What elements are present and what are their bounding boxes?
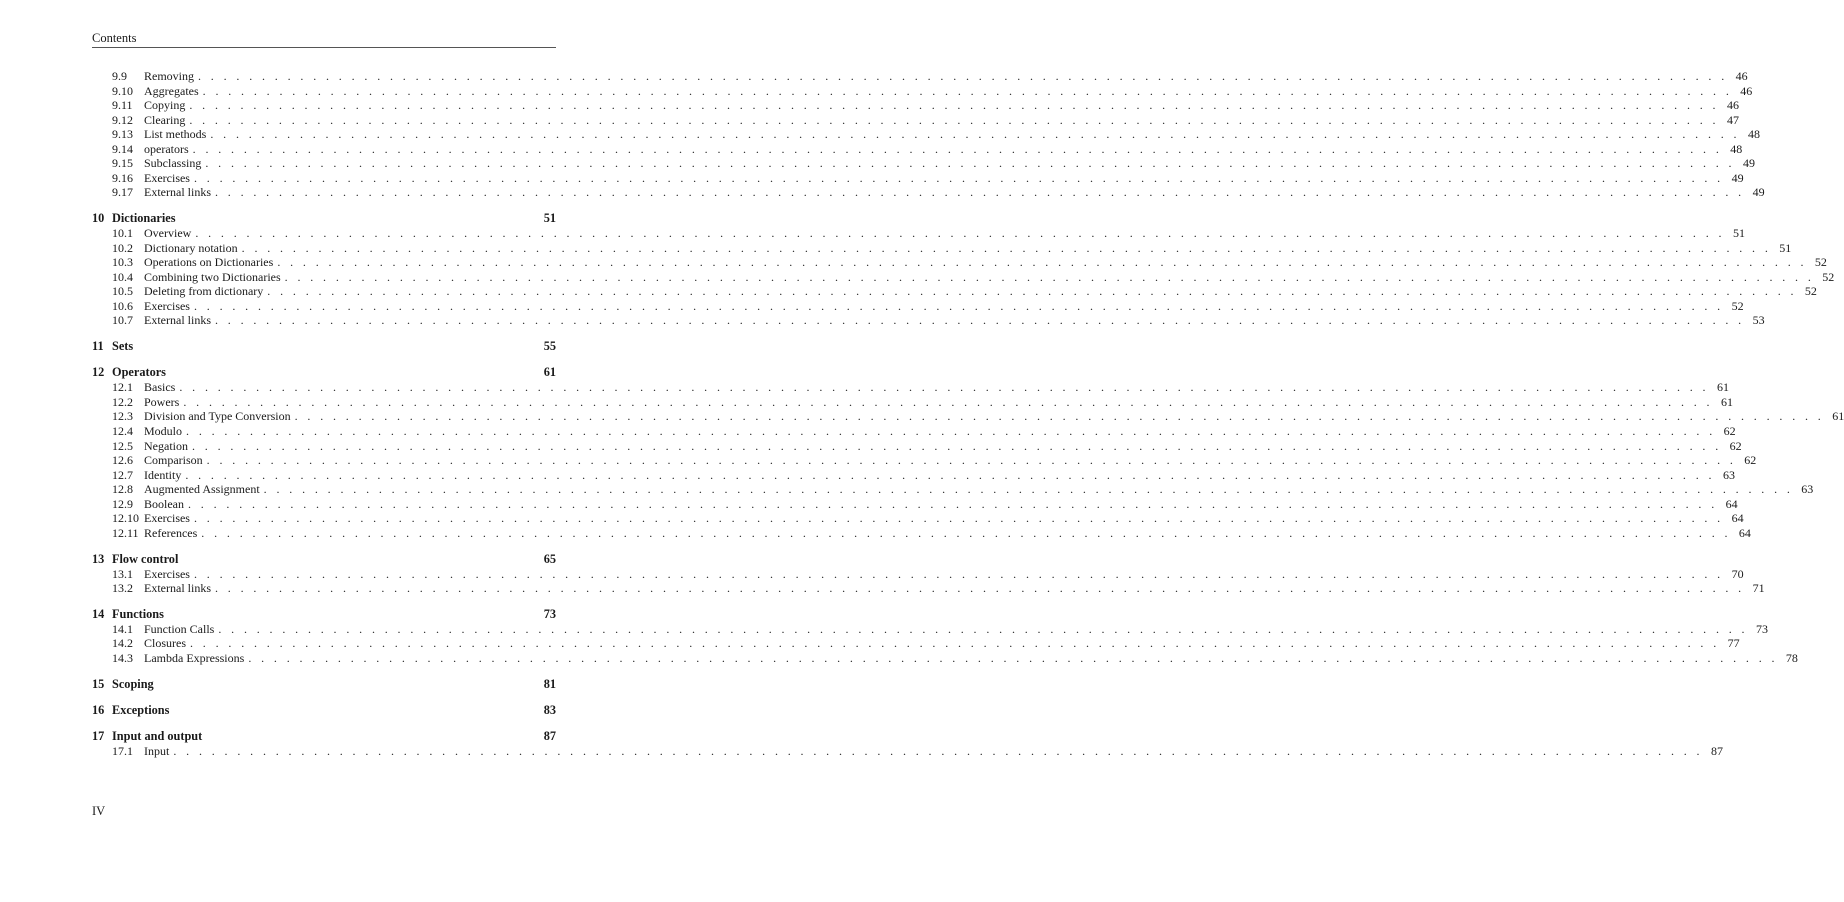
toc-entry[interactable] — [92, 394, 1733, 410]
toc-entry-title[interactable]: Closures — [144, 636, 186, 651]
dot-leader: . . . . . . . . . . . . . . . . . . . . . . . . . . . . . . . . . . . . . . . . . . . . . . . . . . . . . . . . . . . . . . . . . . . . . . . . . . . . . . . . . . . . . . . . . . . . . . . . . . . . . . . . . . . . . . . . . . . . . . . . — [214, 581, 1745, 596]
toc-entry[interactable] — [92, 581, 1765, 596]
toc-entry[interactable] — [92, 621, 1768, 637]
dot-leader: . . . . . . . . . . . . . . . . . . . . . . . . . . . . . . . . . . . . . . . . . . . . . . . . . . . . . . . . . . . . . . . . . . . . . . . . . . . . . . . . . . . . . . . . . . . . . . . . . . . . . . . . . . . . . . . . . . . . . . . . — [294, 409, 1825, 424]
toc-entry-title[interactable]: Negation — [144, 438, 188, 453]
toc-chapter[interactable] — [92, 729, 556, 744]
toc-entry-title[interactable]: Basics — [144, 380, 176, 395]
dot-leader: . . . . . . . . . . . . . . . . . . . . . . . . . . . . . . . . . . . . . . . . . . . . . . . . . . . . . . . . . . . . . . . . . . . . . . . . . . . . . . . . . . . . . . . . . . . . . . . . . . . . . . . . . . . . . . . . . . . . . . . . — [183, 394, 1713, 409]
toc-entry[interactable] — [92, 156, 1755, 171]
toc-entry-title[interactable]: Exercises — [144, 298, 190, 313]
toc-entry-number: 10.2 — [112, 240, 133, 255]
toc-entry-page: 62 — [1723, 423, 1736, 438]
toc-entry-title[interactable]: Combining two Dictionaries — [144, 269, 281, 284]
toc-entry-page: 61 — [1832, 409, 1844, 424]
dot-leader: . . . . . . . . . . . . . . . . . . . . . . . . . . . . . . . . . . . . . . . . . . . . . . . . . . . . . . . . . . . . . . . . . . . . . . . . . . . . . . . . . . . . . . . . . . . . . . . . . . . . . . . . . . . . . . . . . . . . . . . . — [186, 423, 1716, 438]
toc-entry[interactable] — [92, 98, 1739, 113]
dot-leader: . . . . . . . . . . . . . . . . . . . . . . . . . . . . . . . . . . . . . . . . . . . . . . . . . . . . . . . . . . . . . . . . . . . . . . . . . . . . . . . . . . . . . . . . . . . . . . . . . . . . . . . . . . . . . . . . . . . . . . . . — [179, 380, 1709, 395]
toc-chapter[interactable] — [92, 211, 556, 226]
toc-entry-number: 12.8 — [112, 482, 133, 497]
dot-leader: . . . . . . . . . . . . . . . . . . . . . . . . . . . . . . . . . . . . . . . . . . . . . . . . . . . . . . . . . . . . . . . . . . . . . . . . . . . . . . . . . . . . . . . . . . . . . . . . . . . . . . . . . . . . . . . . . . . . . . . . — [188, 496, 1718, 511]
dot-leader: . . . . . . . . . . . . . . . . . . . . . . . . . . . . . . . . . . . . . . . . . . . . . . . . . . . . . . . . . . . . . . . . . . . . . . . . . . . . . . . . . . . . . . . . . . . . . . . . . . . . . . . . . . . . . . . . . . . . . . . . — [198, 69, 1728, 83]
toc-entry-number: 14.3 — [112, 650, 133, 665]
dot-leader: . . . . . . . . . . . . . . . . . . . . . . . . . . . . . . . . . . . . . . . . . . . . . . . . . . . . . . . . . . . . . . . . . . . . . . . . . . . . . . . . . . . . . . . . . . . . . . . . . . . . . . . . . . . . . . . . . . . . . . . . — [210, 127, 1740, 142]
toc-entry-title[interactable]: Overview — [144, 226, 192, 241]
toc-entry-title[interactable]: External links — [144, 581, 211, 596]
dot-leader: . . . . . . . . . . . . . . . . . . . . . . . . . . . . . . . . . . . . . . . . . . . . . . . . . . . . . . . . . . . . . . . . . . . . . . . . . . . . . . . . . . . . . . . . . . . . . . . . . . . . . . . . . . . . . . . . . . . . . . . . — [241, 240, 1772, 255]
dot-leader: . . . . . . . . . . . . . . . . . . . . . . . . . . . . . . . . . . . . . . . . . . . . . . . . . . . . . . . . . . . . . . . . . . . . . . . . . . . . . . . . . . . . . . . . . . . . . . . . . . . . . . . . . . . . . . . . . . . . . . . . — [190, 636, 1720, 651]
toc-entry-page: 49 — [1731, 170, 1744, 185]
toc-entry-number: 13.2 — [112, 581, 133, 596]
toc-chapter-page: 55 — [543, 339, 556, 354]
toc-entry-title[interactable]: Exercises — [144, 566, 190, 581]
toc-entry[interactable] — [92, 269, 1835, 285]
toc-entry-number: 12.3 — [112, 409, 133, 424]
dot-leader: . . . . . . . . . . . . . . . . . . . . . . . . . . . . . . . . . . . . . . . . . . . . . . . . . . . . . . . . . . . . . . . . . . . . . . . . . . . . . . . . . . . . . . . . . . . . . . . . . . . . . . . . . . . . . . . . . . . . . . . . — [185, 467, 1715, 482]
toc-entry-title[interactable]: External links — [144, 313, 211, 328]
dot-leader: . . . . . . . . . . . . . . . . . . . . . . . . . . . . . . . . . . . . . . . . . . . . . . . . . . . . . . . . . . . . . . . . . . . . . . . . . . . . . . . . . . . . . . . . . . . . . . . . . . . . . . . . . . . . . . . . . . . . . . . . — [192, 438, 1722, 453]
dot-leader: . . . . . . . . . . . . . . . . . . . . . . . . . . . . . . . . . . . . . . . . . . . . . . . . . . . . . . . . . . . . . . . . . . . . . . . . . . . . . . . . . . . . . . . . . . . . . . . . . . . . . . . . . . . . . . . . . . . . . . . . — [206, 453, 1737, 468]
toc-entry[interactable] — [92, 255, 1827, 270]
toc-entry-title[interactable]: Comparison — [144, 453, 203, 468]
toc-entry-title[interactable]: Exercises — [144, 170, 190, 185]
toc-entry[interactable] — [92, 380, 1729, 395]
toc-chapter-number: 14 — [92, 606, 105, 621]
toc-chapter-page: 81 — [543, 676, 556, 691]
toc-chapter-page: 65 — [543, 551, 556, 566]
dot-leader: . . . . . . . . . . . . . . . . . . . . . . . . . . . . . . . . . . . . . . . . . . . . . . . . . . . . . . . . . . . . . . . . . . . . . . . . . . . . . . . . . . . . . . . . . . . . . . . . . . . . . . . . . . . . . . . . . . . . . . . . — [267, 284, 1797, 299]
toc-entry-page: 78 — [1785, 650, 1798, 665]
toc-entry[interactable] — [92, 566, 1744, 582]
toc-entry[interactable] — [92, 170, 1744, 186]
toc-entry-page: 61 — [1720, 394, 1733, 409]
dot-leader: . . . . . . . . . . . . . . . . . . . . . . . . . . . . . . . . . . . . . . . . . . . . . . . . . . . . . . . . . . . . . . . . . . . . . . . . . . . . . . . . . . . . . . . . . . . . . . . . . . . . . . . . . . . . . . . . . . . . . . . . — [284, 269, 1815, 284]
toc-chapter-number: 15 — [92, 676, 105, 691]
toc-entry-page: 46 — [1735, 69, 1748, 83]
dot-leader: . . . . . . . . . . . . . . . . . . . . . . . . . . . . . . . . . . . . . . . . . . . . . . . . . . . . . . . . . . . . . . . . . . . . . . . . . . . . . . . . . . . . . . . . . . . . . . . . . . . . . . . . . . . . . . . . . . . . . . . . — [214, 313, 1745, 328]
toc-entry-number: 12.10 — [112, 511, 139, 526]
toc-entry-page: 52 — [1822, 269, 1835, 284]
toc-chapter-page: 87 — [543, 729, 556, 743]
toc-entry-page: 64 — [1725, 496, 1738, 511]
toc-entry-number: 9.13 — [112, 127, 133, 142]
toc-entry[interactable] — [92, 313, 1765, 328]
toc-entry-number: 9.9 — [112, 69, 127, 83]
dot-leader: . . . . . . . . . . . . . . . . . . . . . . . . . . . . . . . . . . . . . . . . . . . . . . . . . . . . . . . . . . . . . . . . . . . . . . . . . . . . . . . . . . . . . . . . . . . . . . . . . . . . . . . . . . . . . . . . . . . . . . . . — [277, 255, 1807, 270]
toc-entry-title[interactable]: Division and Type Conversion — [144, 409, 291, 424]
running-head: Contents — [92, 31, 137, 45]
toc-entry-number: 12.11 — [112, 525, 139, 540]
toc-entry[interactable] — [92, 496, 1738, 512]
toc-entry-number: 10.7 — [112, 313, 133, 328]
toc-chapter-page: 83 — [543, 702, 556, 717]
page-number: IV — [92, 804, 106, 818]
toc-entry[interactable] — [92, 284, 1817, 299]
toc-chapter[interactable] — [92, 339, 556, 354]
toc-entry-page: 52 — [1804, 284, 1817, 299]
toc-entry[interactable] — [92, 298, 1744, 314]
toc-entry-title[interactable]: Powers — [144, 394, 180, 409]
toc-chapter-number: 10 — [92, 211, 105, 226]
dot-leader: . . . . . . . . . . . . . . . . . . . . . . . . . . . . . . . . . . . . . . . . . . . . . . . . . . . . . . . . . . . . . . . . . . . . . . . . . . . . . . . . . . . . . . . . . . . . . . . . . . . . . . . . . . . . . . . . . . . . . . . . — [193, 511, 1724, 526]
toc-chapter-title[interactable]: Flow control — [112, 551, 179, 566]
toc-entry[interactable] — [92, 453, 1757, 468]
toc-chapter-title[interactable]: Dictionaries — [112, 211, 176, 226]
toc-entry[interactable] — [92, 226, 1745, 241]
toc-chapter-title[interactable]: Sets — [112, 339, 134, 354]
toc-entry-page: 62 — [1744, 453, 1757, 468]
toc-entry-number: 12.1 — [112, 380, 133, 395]
toc-entry-page: 70 — [1731, 566, 1744, 581]
toc-entry-page: 77 — [1727, 636, 1740, 651]
toc-chapter-page: 51 — [543, 211, 556, 226]
dot-leader: . . . . . . . . . . . . . . . . . . . . . . . . . . . . . . . . . . . . . . . . . . . . . . . . . . . . . . . . . . . . . . . . . . . . . . . . . . . . . . . . . . . . . . . . . . . . . . . . . . . . . . . . . . . . . . . . . . . . . . . . — [173, 744, 1703, 758]
toc-entry-number: 9.15 — [112, 156, 133, 171]
header-rule — [92, 47, 556, 48]
toc-entry-title[interactable]: Input — [144, 744, 170, 758]
toc-entry-number: 12.4 — [112, 423, 133, 438]
toc-entry-page: 52 — [1731, 298, 1744, 313]
toc-entry-number: 17.1 — [112, 744, 133, 758]
toc-entry-title[interactable]: Identity — [144, 467, 182, 482]
toc-entry-page: 52 — [1814, 255, 1827, 270]
toc-entry-number: 10.5 — [112, 284, 133, 299]
toc-entry[interactable] — [92, 650, 1798, 666]
toc-entry[interactable] — [92, 525, 1751, 541]
toc-entry-number: 9.11 — [112, 98, 133, 113]
toc-entry-number: 10.6 — [112, 298, 133, 313]
toc-entry-number: 10.1 — [112, 226, 133, 241]
toc-entry-number: 12.5 — [112, 438, 133, 453]
toc-chapter[interactable] — [92, 365, 556, 380]
toc-chapter-number: 16 — [92, 702, 105, 717]
toc-entry[interactable] — [92, 83, 1753, 99]
toc-entry[interactable] — [92, 112, 1739, 128]
toc-entry-page: 64 — [1731, 511, 1744, 526]
toc-entry-title[interactable]: External links — [144, 185, 211, 200]
toc-entry-number: 10.3 — [112, 255, 133, 270]
toc-entry-title[interactable]: Clearing — [144, 112, 186, 127]
toc-entry[interactable] — [92, 438, 1742, 454]
toc-entry-page: 48 — [1747, 127, 1760, 142]
toc-entry-page: 87 — [1710, 744, 1723, 758]
toc-entry[interactable] — [92, 511, 1744, 526]
table-of-contents — [92, 69, 1844, 759]
toc-chapter-title[interactable]: Input and output — [112, 729, 203, 743]
toc-entry-number: 9.14 — [112, 141, 133, 156]
toc-entry-page: 47 — [1726, 112, 1739, 127]
toc-chapter[interactable] — [92, 677, 556, 692]
dot-leader: . . . . . . . . . . . . . . . . . . . . . . . . . . . . . . . . . . . . . . . . . . . . . . . . . . . . . . . . . . . . . . . . . . . . . . . . . . . . . . . . . . . . . . . . . . . . . . . . . . . . . . . . . . . . . . . . . . . . . . . . — [218, 621, 1748, 636]
toc-entry-title[interactable]: Boolean — [144, 496, 184, 511]
toc-chapter-page: 73 — [543, 606, 556, 621]
toc-entry-title[interactable]: Removing — [144, 69, 194, 83]
toc-entry-title[interactable]: Exercises — [144, 511, 190, 526]
toc-chapter-title[interactable]: Operators — [112, 365, 166, 380]
dot-leader: . . . . . . . . . . . . . . . . . . . . . . . . . . . . . . . . . . . . . . . . . . . . . . . . . . . . . . . . . . . . . . . . . . . . . . . . . . . . . . . . . . . . . . . . . . . . . . . . . . . . . . . . . . . . . . . . . . . . . . . . — [201, 525, 1731, 540]
dot-leader: . . . . . . . . . . . . . . . . . . . . . . . . . . . . . . . . . . . . . . . . . . . . . . . . . . . . . . . . . . . . . . . . . . . . . . . . . . . . . . . . . . . . . . . . . . . . . . . . . . . . . . . . . . . . . . . . . . . . . . . . — [189, 98, 1719, 113]
toc-entry-page: 62 — [1729, 438, 1742, 453]
toc-entry[interactable] — [92, 423, 1736, 439]
toc-entry-number: 12.6 — [112, 453, 133, 468]
toc-entry-title[interactable]: Subclassing — [144, 156, 202, 171]
toc-entry-page: 63 — [1801, 482, 1814, 497]
toc-entry-page: 53 — [1752, 313, 1765, 328]
toc-chapter-page: 61 — [543, 365, 556, 380]
toc-entry-number: 14.2 — [112, 636, 133, 651]
toc-entry[interactable] — [92, 482, 1814, 497]
toc-entry[interactable] — [92, 636, 1740, 651]
toc-entry-title[interactable]: References — [144, 525, 198, 540]
toc-entry-number: 10.4 — [112, 269, 133, 284]
toc-chapter[interactable] — [92, 607, 556, 622]
toc-entry-title[interactable]: Aggregates — [144, 83, 199, 98]
toc-chapter[interactable] — [92, 703, 556, 718]
dot-leader: . . . . . . . . . . . . . . . . . . . . . . . . . . . . . . . . . . . . . . . . . . . . . . . . . . . . . . . . . . . . . . . . . . . . . . . . . . . . . . . . . . . . . . . . . . . . . . . . . . . . . . . . . . . . . . . . . . . . . . . . — [195, 226, 1725, 241]
dot-leader: . . . . . . . . . . . . . . . . . . . . . . . . . . . . . . . . . . . . . . . . . . . . . . . . . . . . . . . . . . . . . . . . . . . . . . . . . . . . . . . . . . . . . . . . . . . . . . . . . . . . . . . . . . . . . . . . . . . . . . . . — [202, 83, 1733, 98]
toc-entry[interactable] — [92, 744, 1723, 759]
toc-chapter-number: 11 — [92, 339, 104, 354]
toc-entry-page: 48 — [1730, 141, 1743, 156]
toc-entry[interactable] — [92, 185, 1765, 200]
toc-entry-page: 51 — [1732, 226, 1745, 241]
toc-entry-page: 49 — [1752, 185, 1765, 200]
toc-entry-number: 9.16 — [112, 170, 133, 185]
toc-entry-title[interactable]: Function Calls — [144, 621, 215, 636]
toc-entry-page: 46 — [1740, 83, 1753, 98]
toc-entry-number: 9.17 — [112, 185, 133, 200]
toc-entry-page: 46 — [1726, 98, 1739, 113]
toc-entry[interactable] — [92, 240, 1792, 256]
toc-chapter-title[interactable]: Exceptions — [112, 702, 170, 717]
toc-entry-title[interactable]: Augmented Assignment — [144, 482, 260, 497]
dot-leader: . . . . . . . . . . . . . . . . . . . . . . . . . . . . . . . . . . . . . . . . . . . . . . . . . . . . . . . . . . . . . . . . . . . . . . . . . . . . . . . . . . . . . . . . . . . . . . . . . . . . . . . . . . . . . . . . . . . . . . . . — [192, 141, 1723, 156]
dot-leader: . . . . . . . . . . . . . . . . . . . . . . . . . . . . . . . . . . . . . . . . . . . . . . . . . . . . . . . . . . . . . . . . . . . . . . . . . . . . . . . . . . . . . . . . . . . . . . . . . . . . . . . . . . . . . . . . . . . . . . . . — [193, 298, 1724, 313]
toc-entry-title[interactable]: Dictionary notation — [144, 240, 238, 255]
toc-entry-page: 71 — [1752, 581, 1765, 596]
toc-entry-title[interactable]: operators — [144, 141, 189, 156]
toc-chapter[interactable] — [92, 552, 556, 567]
dot-leader: . . . . . . . . . . . . . . . . . . . . . . . . . . . . . . . . . . . . . . . . . . . . . . . . . . . . . . . . . . . . . . . . . . . . . . . . . . . . . . . . . . . . . . . . . . . . . . . . . . . . . . . . . . . . . . . . . . . . . . . . — [205, 156, 1735, 171]
toc-entry-page: 61 — [1716, 380, 1729, 395]
toc-entry[interactable] — [92, 409, 1844, 424]
toc-entry-title[interactable]: Lambda Expressions — [144, 650, 245, 665]
dot-leader: . . . . . . . . . . . . . . . . . . . . . . . . . . . . . . . . . . . . . . . . . . . . . . . . . . . . . . . . . . . . . . . . . . . . . . . . . . . . . . . . . . . . . . . . . . . . . . . . . . . . . . . . . . . . . . . . . . . . . . . . — [193, 170, 1724, 185]
toc-entry[interactable] — [92, 141, 1743, 157]
toc-entry-title[interactable]: Copying — [144, 98, 186, 113]
toc-entry-number: 13.1 — [112, 566, 133, 581]
toc-entry-number: 12.9 — [112, 496, 133, 511]
toc-entry-page: 51 — [1779, 240, 1792, 255]
dot-leader: . . . . . . . . . . . . . . . . . . . . . . . . . . . . . . . . . . . . . . . . . . . . . . . . . . . . . . . . . . . . . . . . . . . . . . . . . . . . . . . . . . . . . . . . . . . . . . . . . . . . . . . . . . . . . . . . . . . . . . . . — [189, 112, 1719, 127]
toc-chapter-number: 13 — [92, 551, 105, 566]
toc-chapter-number: 17 — [92, 729, 105, 743]
dot-leader: . . . . . . . . . . . . . . . . . . . . . . . . . . . . . . . . . . . . . . . . . . . . . . . . . . . . . . . . . . . . . . . . . . . . . . . . . . . . . . . . . . . . . . . . . . . . . . . . . . . . . . . . . . . . . . . . . . . . . . . . — [263, 482, 1794, 497]
toc-entry-title[interactable]: Operations on Dictionaries — [144, 255, 274, 270]
toc-entry-page: 73 — [1755, 621, 1768, 636]
toc-entry[interactable] — [92, 127, 1760, 142]
toc-entry-number: 12.7 — [112, 467, 133, 482]
dot-leader: . . . . . . . . . . . . . . . . . . . . . . . . . . . . . . . . . . . . . . . . . . . . . . . . . . . . . . . . . . . . . . . . . . . . . . . . . . . . . . . . . . . . . . . . . . . . . . . . . . . . . . . . . . . . . . . . . . . . . . . . — [248, 650, 1778, 665]
toc-entry-number: 9.12 — [112, 112, 133, 127]
dot-leader: . . . . . . . . . . . . . . . . . . . . . . . . . . . . . . . . . . . . . . . . . . . . . . . . . . . . . . . . . . . . . . . . . . . . . . . . . . . . . . . . . . . . . . . . . . . . . . . . . . . . . . . . . . . . . . . . . . . . . . . . — [193, 566, 1724, 581]
toc-entry-number: 9.10 — [112, 83, 133, 98]
toc-entry-number: 14.1 — [112, 621, 133, 636]
toc-entry-page: 64 — [1738, 525, 1751, 540]
toc-entry-title[interactable]: Deleting from dictionary — [144, 284, 264, 299]
toc-chapter-title[interactable]: Functions — [112, 606, 164, 621]
toc-entry-number: 12.2 — [112, 394, 133, 409]
toc-chapter-number: 12 — [92, 365, 105, 380]
toc-entry-page: 63 — [1722, 467, 1735, 482]
toc-entry-title[interactable]: Modulo — [144, 423, 183, 438]
toc-entry-title[interactable]: List methods — [144, 127, 207, 142]
toc-entry-page: 49 — [1742, 156, 1755, 171]
toc-chapter-title[interactable]: Scoping — [112, 676, 154, 691]
toc-entry[interactable] — [92, 69, 1748, 84]
dot-leader: . . . . . . . . . . . . . . . . . . . . . . . . . . . . . . . . . . . . . . . . . . . . . . . . . . . . . . . . . . . . . . . . . . . . . . . . . . . . . . . . . . . . . . . . . . . . . . . . . . . . . . . . . . . . . . . . . . . . . . . . — [214, 185, 1745, 200]
toc-entry[interactable] — [92, 467, 1735, 483]
